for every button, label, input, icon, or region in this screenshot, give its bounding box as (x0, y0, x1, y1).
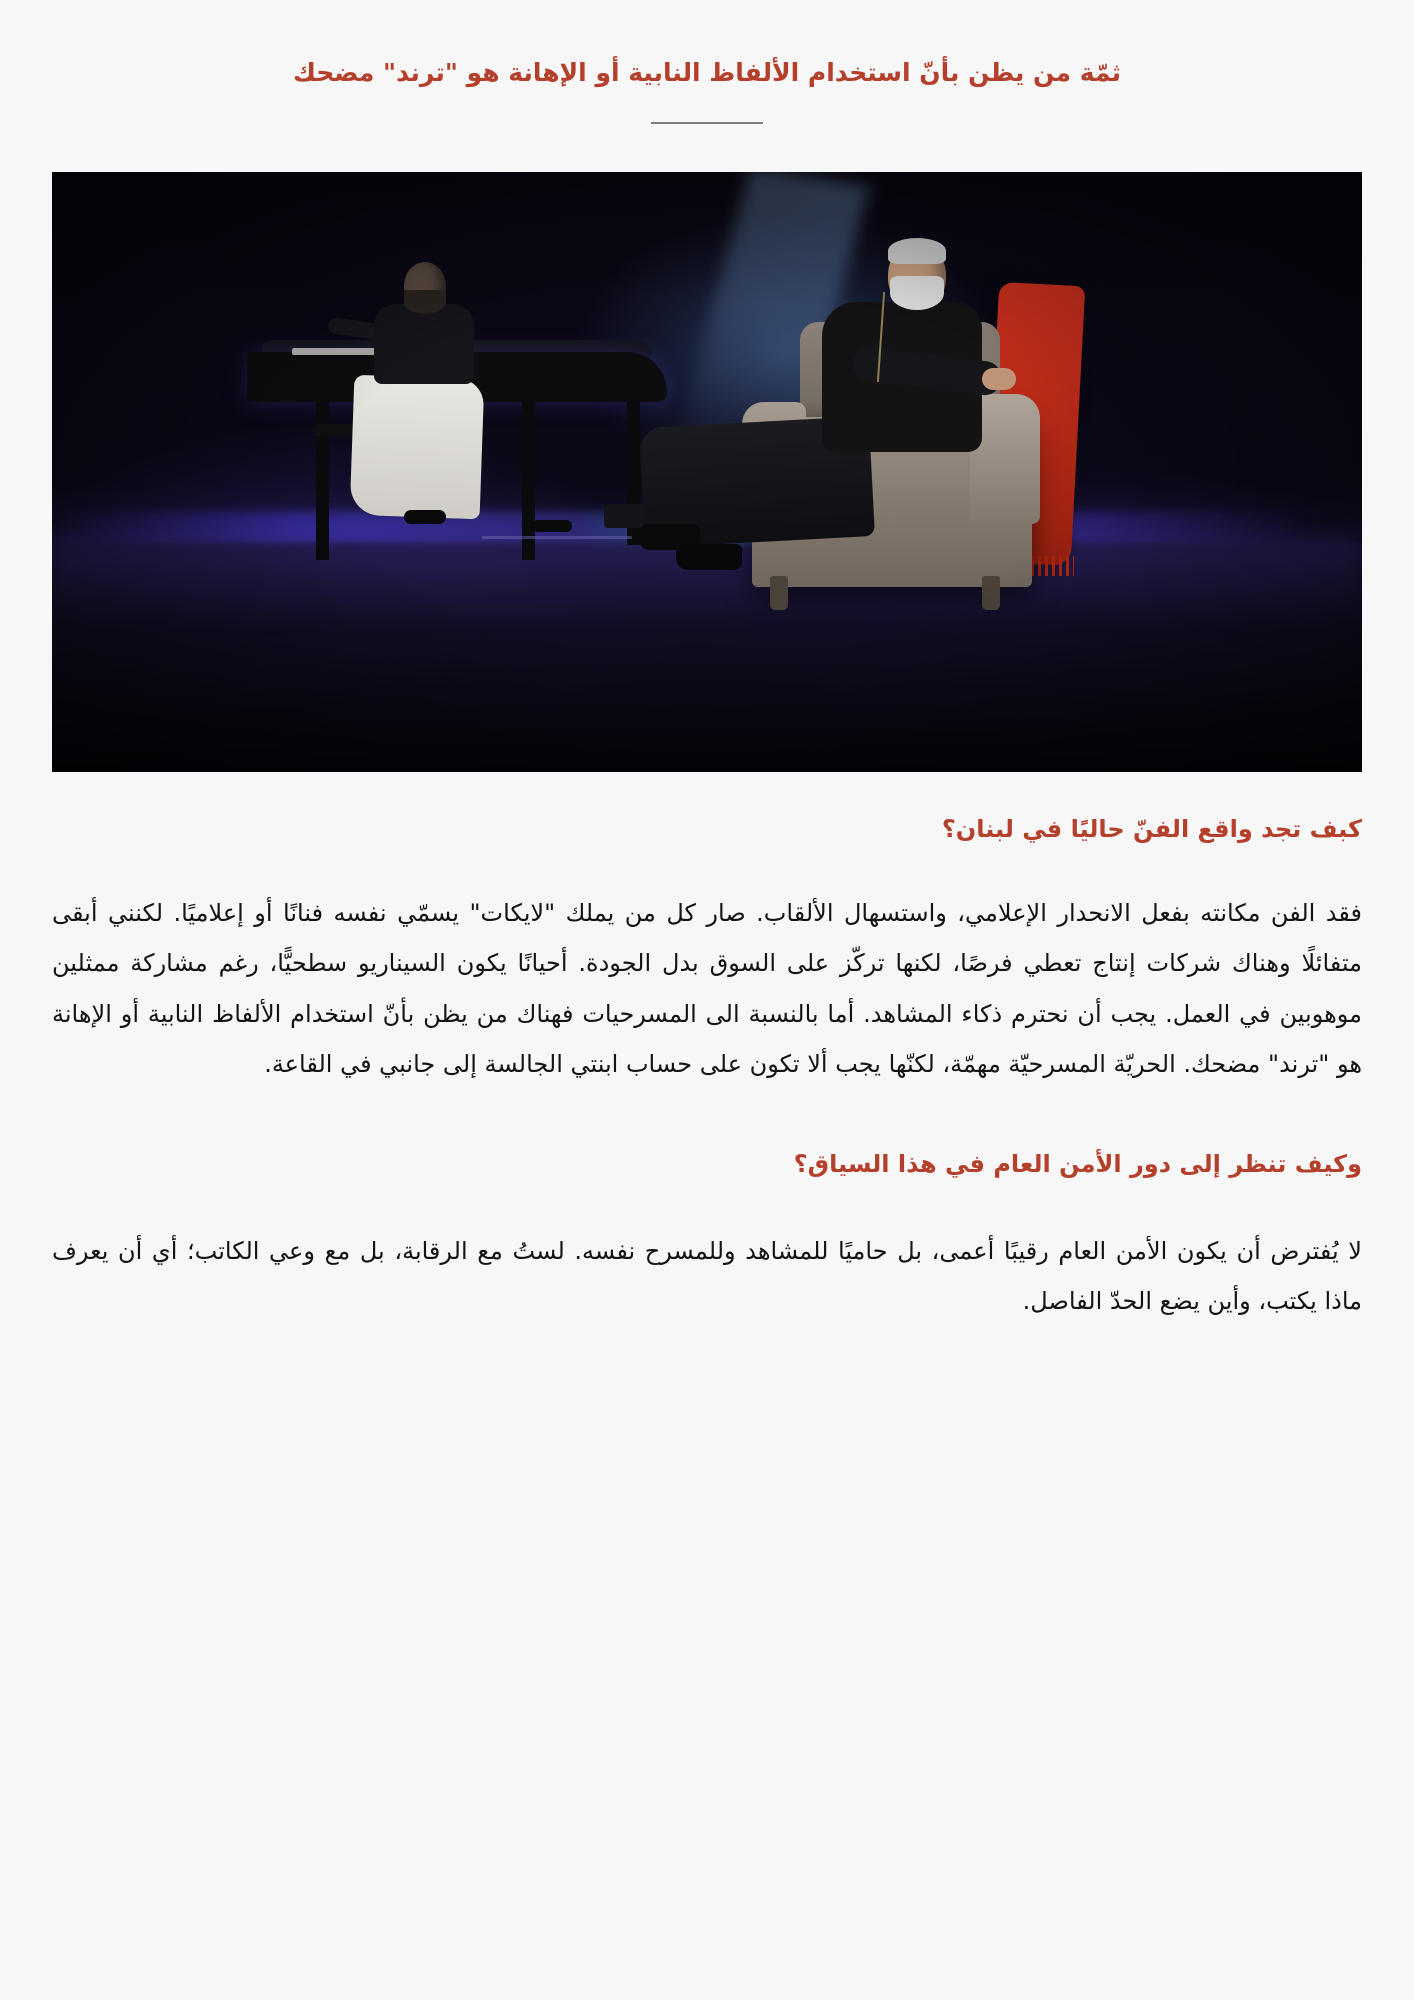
stage-cable (482, 536, 632, 539)
pianist-shoe (532, 520, 572, 532)
armchair-leg (982, 576, 1000, 610)
pianist-shoe (404, 510, 446, 524)
page-title: ثمّة من يظن بأنّ استخدام الألفاظ النابية أو الإهانة هو "ترند" مضحك (292, 58, 1122, 87)
answer-2: لا يُفترض أن يكون الأمن العام رقيبًا أعمى، بل حاميًا للمشاهد وللمسرح نفسه. لستُ مع الرقابة، بل مع وعي الكاتب؛ أي أن يعرف ماذا يكتب، وأين يضع الحدّ الفاصل. (52, 1236, 1362, 1316)
actor-beard (890, 276, 944, 310)
actor-hand (982, 368, 1016, 390)
pianist-beard (404, 290, 446, 314)
divider (52, 122, 1362, 124)
pianist-torso (374, 304, 474, 384)
question-2: وكيف تنظر إلى دور الأمن العام في هذا السياق؟ (793, 1150, 1362, 1179)
actor-shoe (676, 544, 742, 570)
article-photo (52, 172, 1362, 772)
question-1: كبف تجد واقع الفنّ حاليًا في لبنان؟ (941, 814, 1362, 843)
armchair-leg (770, 576, 788, 610)
horizontal-rule (651, 122, 763, 124)
actor-hair (888, 238, 946, 264)
answer-1: فقد الفن مكانته بفعل الانحدار الإعلامي، واستسهال الألقاب. صار كل من يملك "لايكات" يسمّي نفسه فنانًا أو إعلاميًا. لكنني أبقى متفائلًا وهناك شركات إنتاج تعطي فرصًا، لكنها تركّز على السوق بدل الجودة. أحيانًا يكون السيناريو سطحيًّا، رغم مشاركة ممثلين موهوبين في العمل. يجب أن نحترم ذكاء المشاهد. أما بالنسبة الى المسرحيات فهناك من يظن بأنّ استخدام الألفاظ النابية أو الإهانة هو "ترند" مضحك. الحريّة المسرحيّة مهمّة، لكنّها يجب ألا تكون على حساب ابنتي الجالسة إلى جانبي في القاعة. (52, 898, 1362, 1079)
pianist-legs (350, 374, 485, 518)
